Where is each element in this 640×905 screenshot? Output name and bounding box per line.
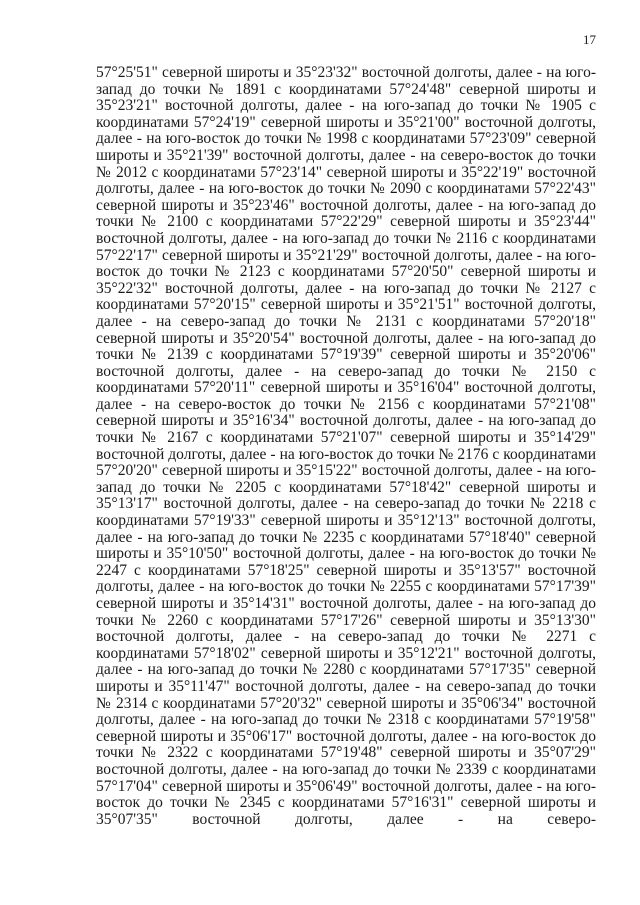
body-paragraph: 57°25'51" северной широты и 35°23'32" восточной долготы, далее - на юго-запад до точки № 1891 с координатами 57°24'48" северной широты и 35°23'21" восточной долготы, далее - на юго-запад до точки № 1905 с координатами 57°24'19" северной широты и 35°21'00" восточной долготы, далее - на юго-восток до точки № 1998 с координатами 57°23'09" северной широты и 35°21'39" восточной долготы, далее - на северо-восток до точки № 2012 с координатами 57°23'14" северной широты и 35°22'19" восточной долготы, далее - на юго-восток до точки № 2090 с координатами 57°22'43" северной широты и 35°23'46" восточной долготы, далее - на юго-запад до точки № 2100 с координатами 57°22'29" северной широты и 35°23'44" восточной долготы, далее - на юго-запад до точки № 2116 с координатами 57°22'17" северной широты и 35°21'29" восточной долготы, далее - на юго-восток до точки № 2123 с координатами 57°20'50" северной широты и 35°22'32" восточной долготы, далее - на юго-запад до точки № 2127 с координатами 57°20'15" северной широты и 35°21'51" восточной долготы, далее - на северо-запад до точки № 2131 с координатами 57°20'18" северной широты и 35°20'54" восточной долготы, далее - на юго-запад до точки № 2139 с координатами 57°19'39" северной широты и 35°20'06" восточной долготы, далее - на северо-запад до точки № 2150 с координатами 57°20'11" северной широты и 35°16'04" восточной долготы, далее - на северо-восток до точки № 2156 с координатами 57°21'08" северной широты и 35°16'34" восточной долготы, далее - на юго-запад до точки № 2167 с координатами 57°21'07" северной широты и 35°14'29" восточной долготы, далее - на юго-восток до точки № 2176 с координатами 57°20'20" северной широты и 35°15'22" восточной долготы, далее - на юго-запад до точки № 2205 с координатами 57°18'42" северной широты и 35°13'17" восточной долготы, далее - на северо-запад до точки № 2218 с координатами 57°19'33" северной широты и 35°12'13" восточной долготы, далее - на юго-запад до точки № 2235 с координатами 57°18'40" северной широты и 35°10'50" восточной долготы, далее - на юго-восток до точки № 2247 с координатами 57°18'25" северной широты и 35°13'57" восточной долготы, далее - на юго-восток до точки № 2255 с координатами 57°17'39" северной широты и 35°14'31" восточной долготы, далее - на юго-запад до точки № 2260 с координатами 57°17'26" северной широты и 35°13'30" восточной долготы, далее - на северо-запад до точки № 2271 с координатами 57°18'02" северной широты и 35°12'21" восточной долготы, далее - на юго-запад до точки № 2280 с координатами 57°17'35" северной широты и 35°11'47" восточной долготы, далее - на северо-запад до точки № 2314 с координатами 57°20'32" северной широты и 35°06'34" восточной долготы, далее - на юго-запад до точки № 2318 с координатами 57°19'58" северной широты и 35°06'17" восточной долготы, далее - на юго-восток до точки № 2322 с координатами 57°19'48" северной широты и 35°07'29" восточной долготы, далее - на юго-запад до точки № 2339 с координатами 57°17'04" северной широты и 35°06'49" восточной долготы, далее - на юго-восток до точки № 2345 с координатами 57°16'31" северной широты и 35°07'35" восточной долготы, далее - на северо-: [96, 64, 596, 828]
page-number: 17: [583, 32, 596, 47]
